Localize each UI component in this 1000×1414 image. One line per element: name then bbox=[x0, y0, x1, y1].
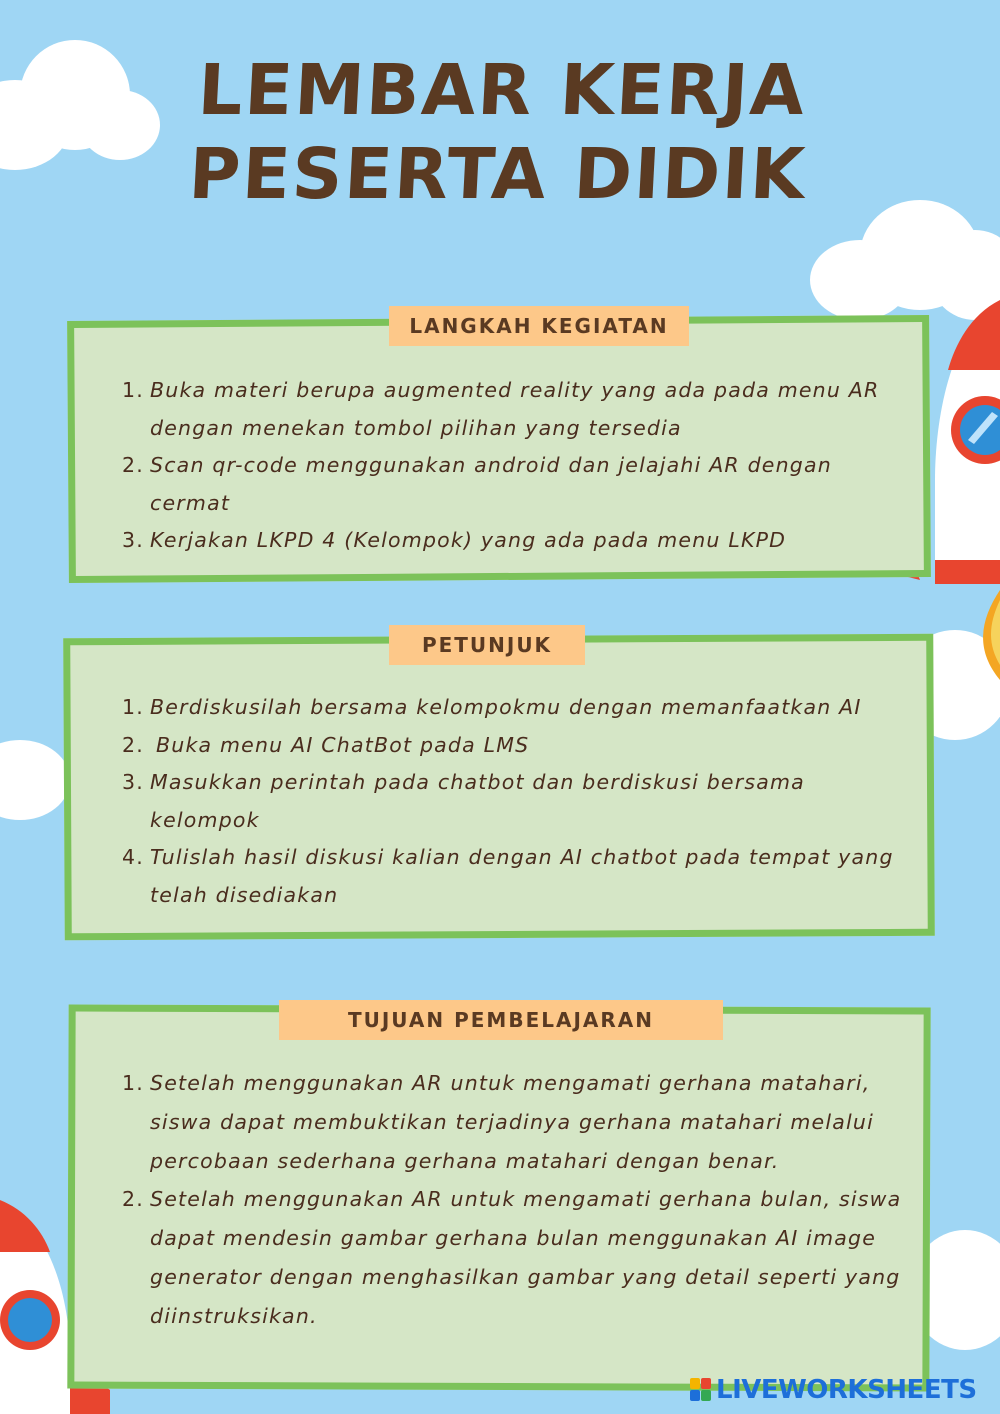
tujuan-pembelajaran-list bbox=[122, 1064, 912, 1336]
section-heading-petunjuk: PETUNJUK bbox=[389, 625, 585, 665]
title-line-2: PESERTA DIDIK bbox=[186, 133, 809, 215]
list-item bbox=[122, 839, 912, 914]
item-text: Scan qr-code menggunakan android dan jelajahi AR dengan cermat bbox=[150, 453, 832, 515]
item-number: 4. bbox=[122, 845, 144, 870]
item-number: 2. bbox=[122, 453, 144, 478]
list-item bbox=[122, 1180, 912, 1335]
item-number: 1. bbox=[122, 1071, 144, 1095]
title-line-1: LEMBAR KERJA bbox=[196, 49, 809, 131]
watermark-text: LIVEWORKSHEETS bbox=[716, 1375, 977, 1405]
item-text: Masukkan perintah pada chatbot dan berdiskusi bersama kelompok bbox=[150, 770, 805, 832]
list-item bbox=[122, 727, 912, 765]
item-number: 1. bbox=[122, 378, 144, 402]
list-item bbox=[122, 447, 912, 522]
cloud-top-left bbox=[0, 40, 160, 160]
item-text: Kerjakan LKPD 4 (Kelompok) yang ada pada menu LKPD bbox=[150, 528, 787, 553]
section-heading-langkah: LANGKAH KEGIATAN bbox=[389, 306, 689, 346]
item-text: Setelah menggunakan AR untuk mengamati gerhana matahari, siswa dapat membuktikan terjadinya gerhana matahari melalui percobaan sederhana gerhana matahari dengan benar. bbox=[150, 1071, 874, 1173]
liveworksheets-watermark bbox=[690, 1374, 990, 1406]
list-item bbox=[122, 1064, 912, 1180]
item-text: Buka materi berupa augmented reality yang ada pada menu AR dengan menekan tombol pilihan yang tersedia bbox=[150, 378, 880, 440]
item-number: 2. bbox=[122, 1187, 144, 1212]
item-number: 1. bbox=[122, 695, 144, 719]
item-text: Tulislah hasil diskusi kalian dengan AI chatbot pada tempat yang telah disediakan bbox=[150, 845, 894, 907]
item-text: Berdiskusilah bersama kelompokmu dengan memanfaatkan AI bbox=[150, 695, 862, 719]
langkah-kegiatan-list bbox=[122, 372, 912, 560]
list-item bbox=[122, 522, 912, 560]
page-title bbox=[146, 48, 855, 216]
liveworksheets-logo-icon bbox=[690, 1378, 712, 1402]
item-text: Buka menu AI ChatBot pada LMS bbox=[156, 732, 530, 757]
section-heading-tujuan: TUJUAN PEMBELAJARAN bbox=[279, 1000, 723, 1040]
list-item bbox=[122, 689, 912, 727]
list-item bbox=[122, 372, 912, 447]
item-text: Setelah menggunakan AR untuk mengamati gerhana bulan, siswa dapat mendesin gambar gerhana bulan menggunakan AI image generator dengan menghasilkan gambar yang detail seperti yang diinstruksikan. bbox=[150, 1187, 902, 1328]
list-item bbox=[122, 764, 912, 839]
item-number: 3. bbox=[122, 770, 144, 795]
item-number: 3. bbox=[122, 528, 144, 553]
petunjuk-list bbox=[122, 689, 912, 915]
item-number: 2. bbox=[122, 732, 144, 757]
